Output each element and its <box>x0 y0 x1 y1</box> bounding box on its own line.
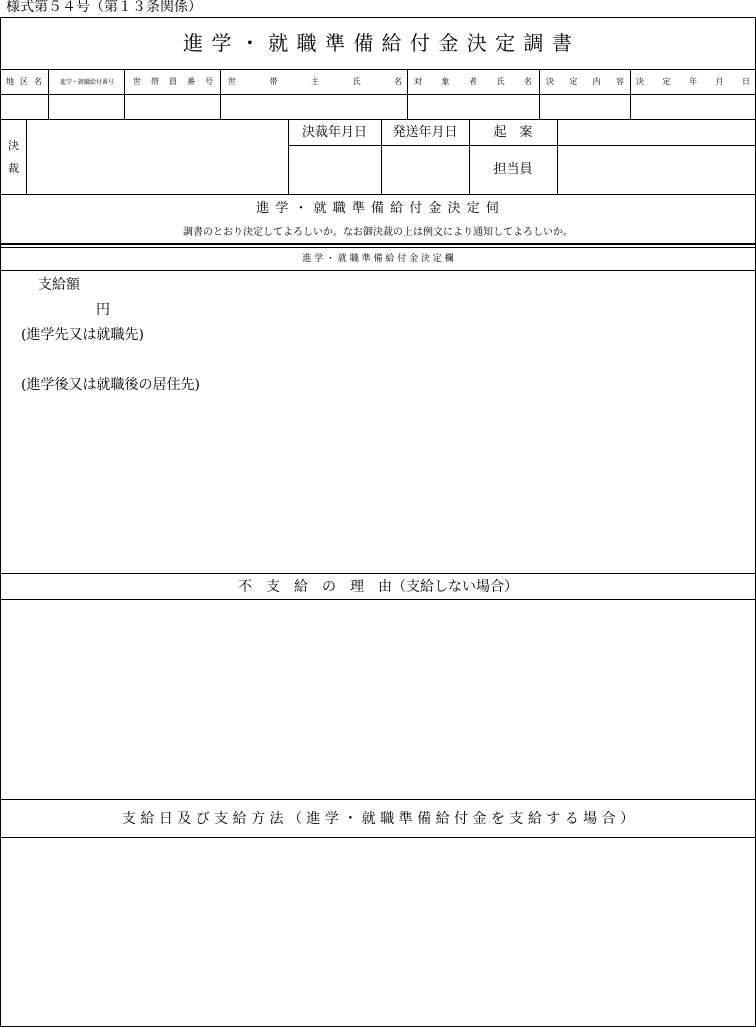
divider <box>630 69 631 119</box>
approval-label-bottom: 裁 <box>8 162 19 175</box>
form-frame <box>0 17 756 1027</box>
residence-label: (進学後又は就職後の居住先) <box>21 377 200 393</box>
header-decision-date: 決 定 年 月 日 <box>636 76 750 86</box>
divider <box>0 837 756 838</box>
divider <box>0 270 756 271</box>
header-member-number: 世 帯 員 番 号 <box>133 76 213 86</box>
amount-label: 支給額 <box>38 277 80 293</box>
send-date-label: 発送年月日 <box>392 124 458 140</box>
divider <box>124 69 125 119</box>
divider <box>407 69 408 119</box>
yen-label: 円 <box>96 302 110 318</box>
person-in-charge-label: 担当員 <box>493 162 533 177</box>
header-target-person: 対 象 者 氏 名 <box>414 76 532 86</box>
header-area-name: 地 区 名 <box>6 76 42 86</box>
header-decision-content: 決 定 内 容 <box>546 76 624 86</box>
document-title: 進 学 ・ 就 職 準 備 給 付 金 決 定 調 書 <box>183 31 573 55</box>
decision-section-title: 進 学 ・ 就 職 準 備 給 付 金 決 定 欄 <box>302 253 454 264</box>
inquiry-text: 調書のとおり決定してよろしいか。なお御決裁の上は例文により通知してよろしいか。 <box>183 227 573 238</box>
divider <box>0 94 756 95</box>
approval-label-top: 決 <box>8 139 19 152</box>
inquiry-title: 進 学 ・ 就 職 準 備 給 付 金 決 定 伺 <box>256 200 500 216</box>
draft-label: 起 案 <box>493 124 533 140</box>
form-number: 様式第５４号（第１３条関係） <box>6 0 202 15</box>
header-household-head: 世 帯 主 氏 名 <box>228 76 402 86</box>
divider <box>220 69 221 119</box>
divider <box>0 243 756 245</box>
decision-date-label: 決裁年月日 <box>301 124 367 140</box>
divider <box>48 69 49 119</box>
non-payment-title: 不 支 給 の 理 由（支給しない場合） <box>238 578 518 595</box>
divider <box>0 194 756 195</box>
divider <box>557 119 558 194</box>
divider <box>539 69 540 119</box>
payment-method-title: 支 給 日 及 び 支 給 方 法 （ 進 学 ・ 就 職 準 備 給 付 金 を 支 給 す る 場 合 ） <box>121 810 635 827</box>
school-or-job-label: (進学先又は就職先) <box>21 327 144 343</box>
divider <box>26 119 27 194</box>
header-benefit-number: 進学・就職給付番号 <box>59 78 114 86</box>
divider <box>0 599 756 600</box>
